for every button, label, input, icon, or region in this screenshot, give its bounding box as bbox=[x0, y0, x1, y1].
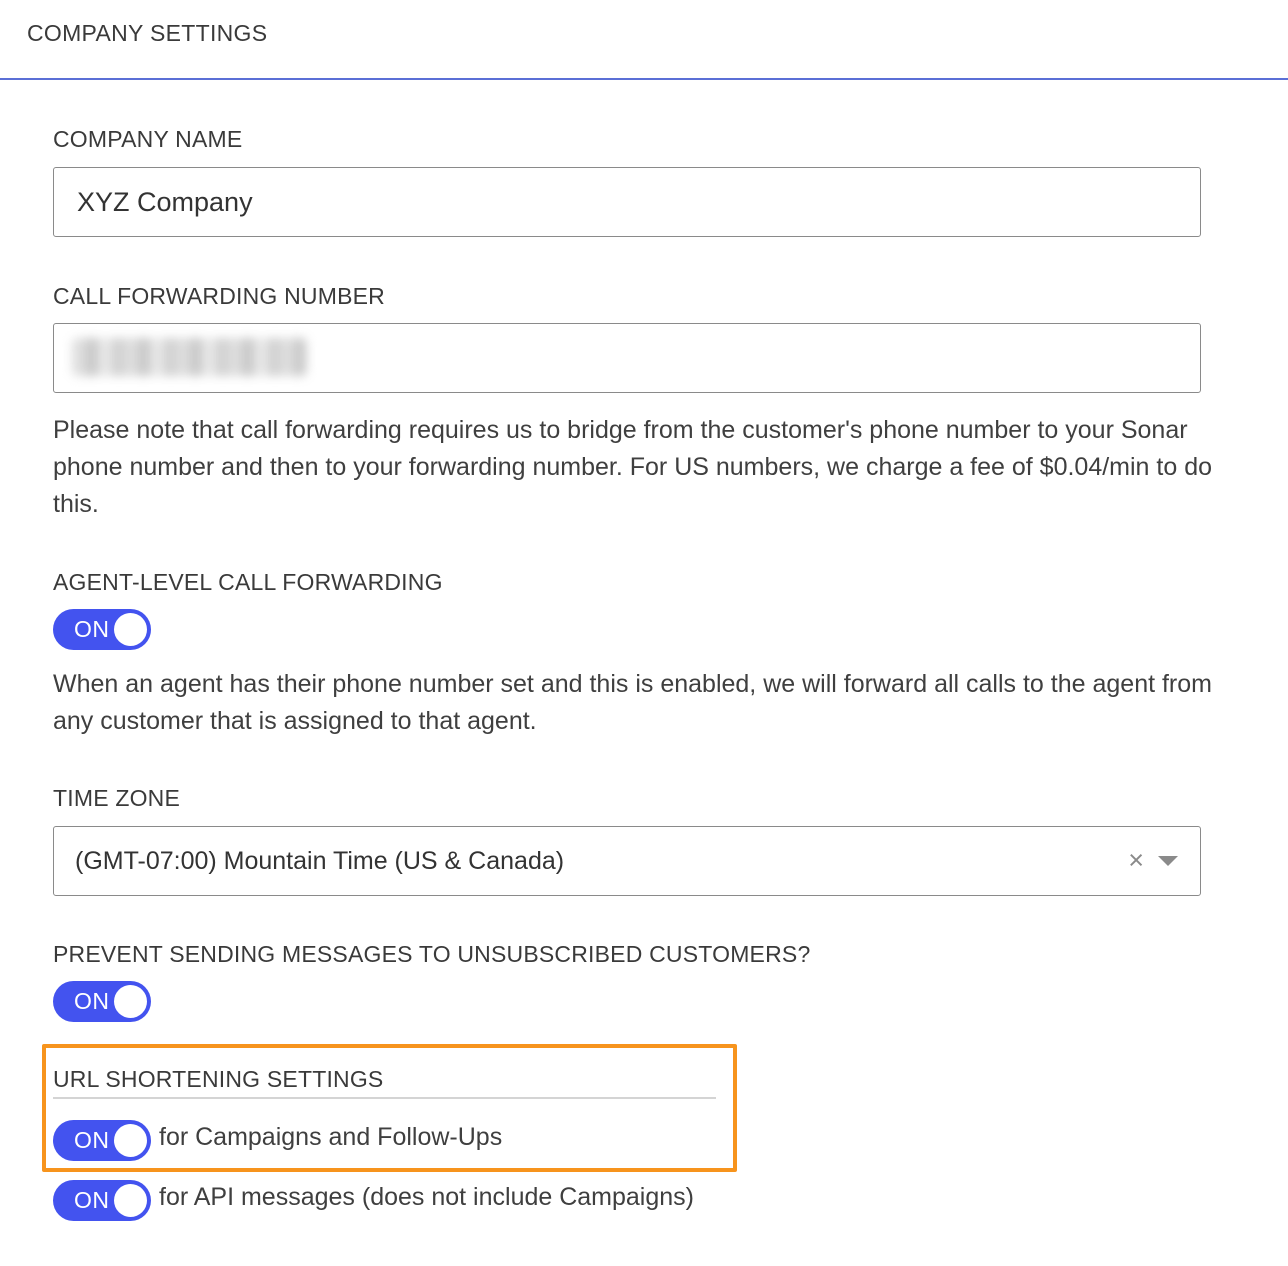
toggle-knob bbox=[114, 613, 147, 646]
toggle-state-label: ON bbox=[74, 1127, 110, 1153]
call-forwarding-input[interactable] bbox=[53, 323, 1201, 393]
toggle-state-label: ON bbox=[74, 1187, 110, 1213]
prevent-unsubscribed-toggle[interactable] bbox=[53, 981, 151, 1022]
call-forwarding-note: Please note that call forwarding requires us to bridge from the customer's phone number to your Sonar phone number and then to your forwarding number. For US numbers, we charge a fee of $0.04/min to do this. bbox=[53, 416, 1213, 518]
url-shortening-divider bbox=[53, 1097, 716, 1099]
agent-forwarding-label: AGENT-LEVEL CALL FORWARDING bbox=[53, 569, 443, 595]
time-zone-value: (GMT-07:00) Mountain Time (US & Canada) bbox=[75, 847, 565, 875]
company-name-input[interactable] bbox=[53, 167, 1201, 237]
toggle-state-label: ON bbox=[74, 616, 110, 642]
url-shortening-api-text: for API messages (does not include Campaigns) bbox=[159, 1183, 694, 1211]
call-forwarding-label: CALL FORWARDING NUMBER bbox=[53, 283, 385, 309]
time-zone-label: TIME ZONE bbox=[53, 785, 181, 811]
toggle-knob bbox=[114, 1124, 147, 1157]
chevron-down-icon[interactable] bbox=[1158, 856, 1178, 866]
page-title: COMPANY SETTINGS bbox=[27, 20, 268, 46]
close-icon[interactable]: × bbox=[1128, 845, 1144, 875]
company-name-value: XYZ Company bbox=[77, 187, 253, 217]
page-header bbox=[0, 0, 1288, 80]
url-shortening-campaigns-text: for Campaigns and Follow-Ups bbox=[159, 1123, 503, 1151]
url-shortening-label: URL SHORTENING SETTINGS bbox=[53, 1066, 384, 1092]
agent-forwarding-toggle[interactable] bbox=[53, 609, 151, 650]
time-zone-select[interactable] bbox=[53, 826, 1201, 896]
agent-forwarding-note: When an agent has their phone number set and this is enabled, we will forward all calls to the agent from any customer that is assigned to that agent. bbox=[53, 670, 1212, 735]
toggle-knob bbox=[114, 985, 147, 1018]
url-shortening-api-toggle[interactable] bbox=[53, 1180, 151, 1221]
company-name-label: COMPANY NAME bbox=[53, 126, 243, 152]
toggle-knob bbox=[114, 1184, 147, 1217]
prevent-unsubscribed-label: PREVENT SENDING MESSAGES TO UNSUBSCRIBED CUSTOMERS? bbox=[53, 941, 811, 967]
toggle-state-label: ON bbox=[74, 988, 110, 1014]
url-shortening-campaigns-toggle[interactable] bbox=[53, 1120, 151, 1161]
redacted-phone-number bbox=[72, 338, 307, 376]
